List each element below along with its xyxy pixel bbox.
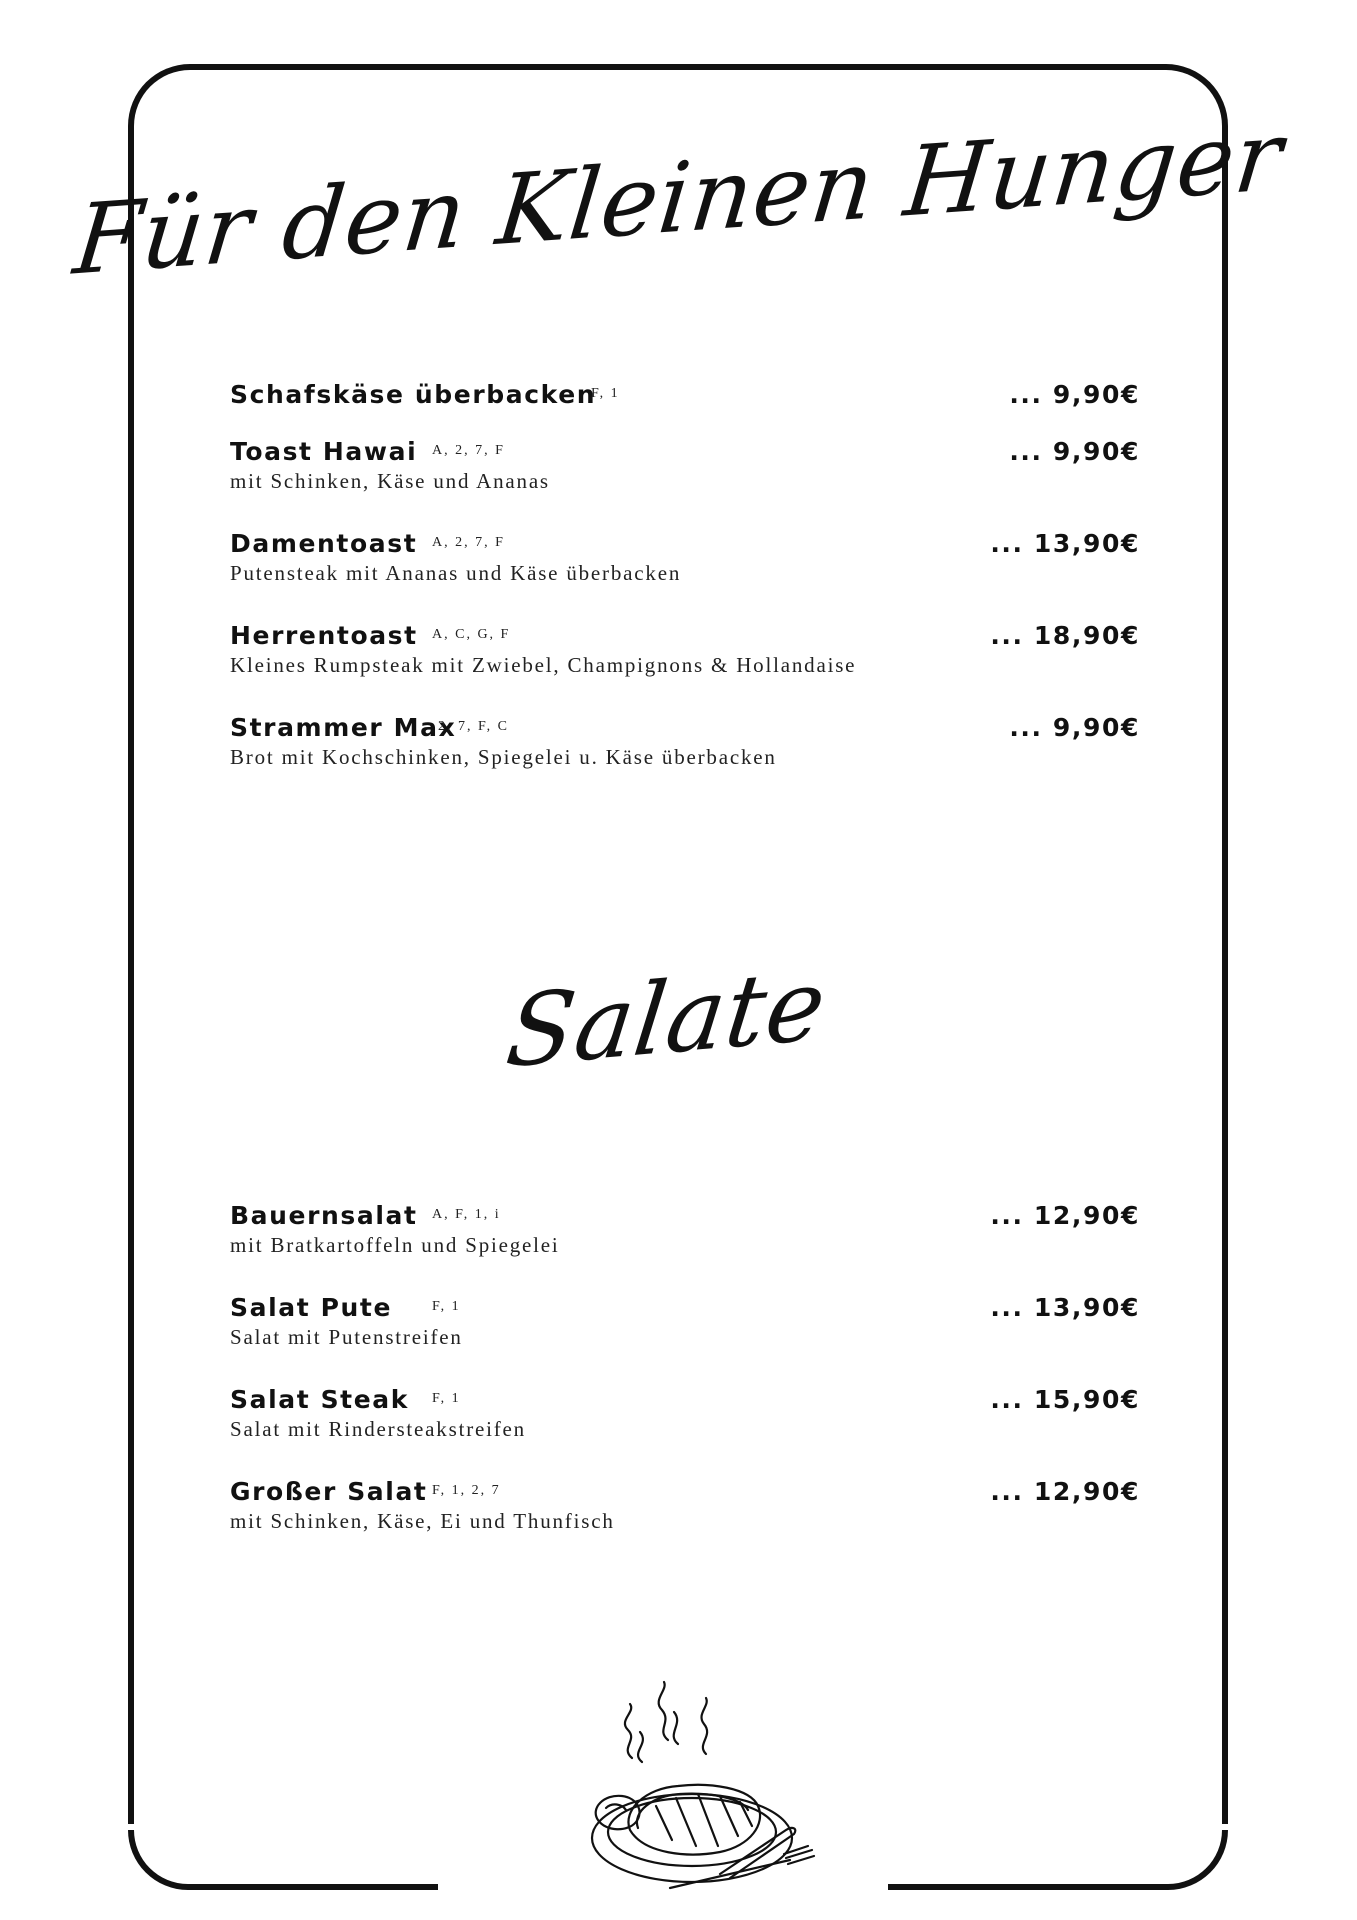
section-title-kleiner-hunger: Für den Kleinen Hunger <box>69 99 1288 297</box>
item-allergens: A, 2, 7, F <box>432 535 505 550</box>
item-name: Damentoast <box>230 529 418 558</box>
frame-bottom-right <box>888 1830 1228 1890</box>
item-allergens: A, C, G, F <box>432 627 511 642</box>
item-name: Salat Pute <box>230 1293 392 1322</box>
item-price: ... 18,90€ <box>990 621 1140 650</box>
item-allergens: 2, 7, F, C <box>438 719 510 734</box>
item-price: ... 12,90€ <box>990 1477 1140 1506</box>
item-description: mit Bratkartoffeln und Spiegelei <box>230 1233 560 1257</box>
item-price: ... 12,90€ <box>990 1201 1140 1230</box>
item-name: Schafskäse überbacken <box>230 380 597 409</box>
menu-item <box>230 1201 1140 1273</box>
frame-bottom-left <box>128 1830 438 1890</box>
menu-item <box>230 621 1140 693</box>
item-price: ... 13,90€ <box>990 529 1140 558</box>
item-price: ... 9,90€ <box>1009 437 1140 466</box>
item-description: Brot mit Kochschinken, Spiegelei u. Käse überbacken <box>230 745 777 769</box>
item-name: Herrentoast <box>230 621 418 650</box>
item-name: Strammer Max <box>230 713 457 742</box>
item-description: Salat mit Rindersteakstreifen <box>230 1417 526 1441</box>
item-allergens: F, 1 <box>591 386 620 401</box>
item-name: Toast Hawai <box>230 437 418 466</box>
item-description: Putensteak mit Ananas und Käse überbacken <box>230 561 682 585</box>
menu-item <box>230 437 1140 509</box>
item-name: Salat Steak <box>230 1385 409 1414</box>
steak-plate-icon <box>560 1660 830 1900</box>
menu-item <box>230 529 1140 601</box>
item-allergens: A, 2, 7, F <box>432 443 505 458</box>
item-name: Großer Salat <box>230 1477 428 1506</box>
item-price: ... 9,90€ <box>1009 713 1140 742</box>
item-allergens: F, 1, 2, 7 <box>432 1483 501 1498</box>
section-title-salate: Salate <box>500 947 833 1091</box>
item-price: ... 9,90€ <box>1009 380 1140 409</box>
item-allergens: A, F, 1, i <box>432 1207 501 1222</box>
item-price: ... 15,90€ <box>990 1385 1140 1414</box>
item-allergens: F, 1 <box>432 1299 461 1314</box>
item-description: mit Schinken, Käse und Ananas <box>230 469 550 493</box>
item-description: Kleines Rumpsteak mit Zwiebel, Champignons & Hollandaise <box>230 653 857 677</box>
item-allergens: F, 1 <box>432 1391 461 1406</box>
item-price: ... 13,90€ <box>990 1293 1140 1322</box>
item-description: mit Schinken, Käse, Ei und Thunfisch <box>230 1509 615 1533</box>
menu-item <box>230 713 1140 785</box>
item-description: Salat mit Putenstreifen <box>230 1325 463 1349</box>
menu-item <box>230 1477 1140 1549</box>
item-name: Bauernsalat <box>230 1201 418 1230</box>
menu-item <box>230 1385 1140 1457</box>
menu-item <box>230 1293 1140 1365</box>
